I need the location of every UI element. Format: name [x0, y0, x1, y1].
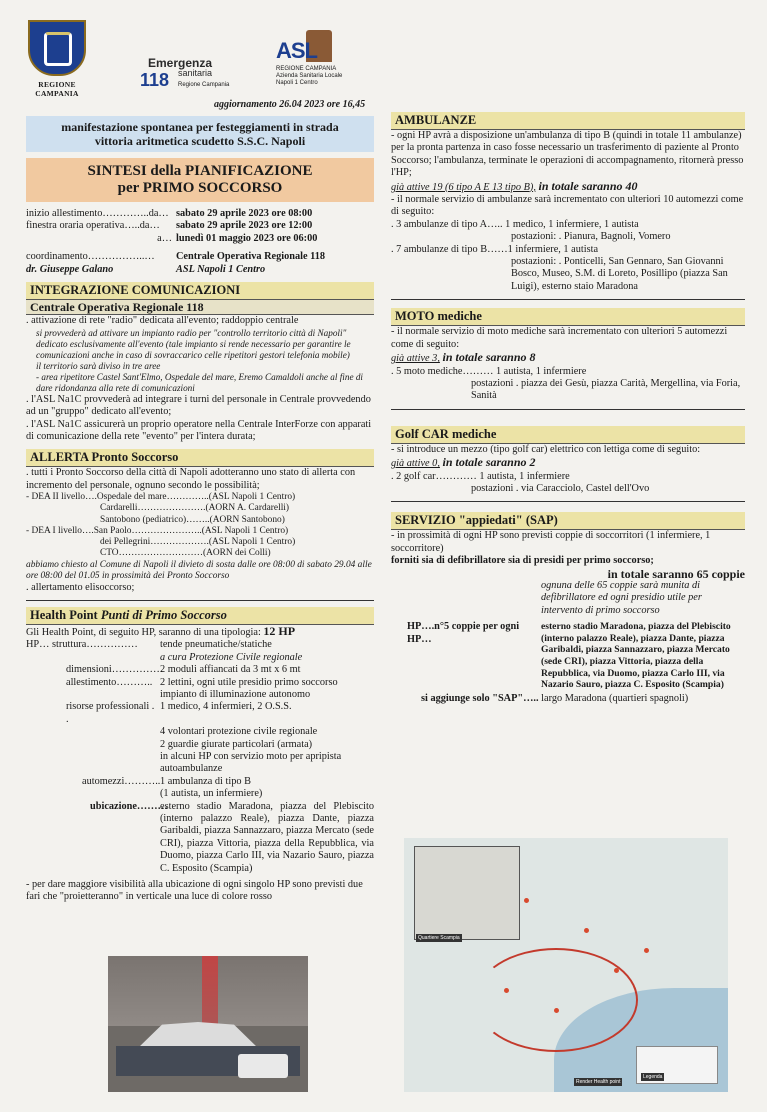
- dea-line: CTO………………………(AORN dei Colli): [100, 548, 271, 559]
- amb-a-pos: postazioni: . Pianura, Bagnoli, Vomero: [511, 231, 671, 243]
- coord-value: Centrale Operativa Regionale 118: [176, 251, 325, 263]
- section-sap: [391, 512, 745, 705]
- hp-val: (1 autista, un infermiere): [160, 788, 263, 800]
- map-marker: [554, 1008, 559, 1013]
- render-label: Render Health point: [576, 1079, 621, 1085]
- hp-key: [26, 739, 156, 751]
- schedule-row: [26, 233, 374, 245]
- city-map-image: [404, 838, 728, 1092]
- divider: [26, 600, 374, 601]
- allerta-intro: . tutti i Pronto Soccorso della città di Napoli adotteranno uno stato di allerta con incremento del personale, ognuno secondo le possibilità;: [26, 467, 356, 491]
- plan-title-line2: per PRIMO SOCCORSO: [117, 180, 283, 196]
- schedule-label: a…: [157, 232, 172, 244]
- divider: [391, 409, 745, 410]
- hp-val: in alcuni HP con servizio moto per apripista autoambulanze: [160, 750, 342, 775]
- dea-line: - DEA I livello….San Paolo…………………..(ASL Napoli 1 Centro): [26, 525, 289, 536]
- ambulance-shape: [238, 1054, 288, 1078]
- hp-key: [26, 726, 156, 738]
- coord-name: dr. Giuseppe Galano: [26, 263, 114, 275]
- regione-logo-label: REGIONE CAMPANIA: [35, 80, 79, 98]
- map-route: [474, 948, 638, 1052]
- schedule-row: [26, 208, 374, 220]
- golf-line: . 2 golf car………… 1 autista, 1 infermiere: [391, 470, 570, 482]
- sap-note: ognuna delle 65 coppie sarà munita di defibrillatore ed ogni presidio utile per intervento di primo soccorso: [541, 579, 702, 616]
- amb-b: . 7 ambulanze di tipo B……1 infermiere, 1 autista: [391, 243, 599, 255]
- hp-key: [26, 788, 156, 800]
- dea-line: Santobono (pediatrico)……..(AORN Santobono): [100, 514, 285, 525]
- integr-line: . l'ASL Na1C provvederà ad integrare i turni del personale in Centrale provvedendo ad un "gruppo" dedicato all'evento;: [26, 393, 371, 418]
- amb-total: in totale saranno 40: [538, 178, 638, 193]
- map-inset: [414, 846, 520, 940]
- hp-details: [26, 639, 374, 875]
- map-legend: [636, 1046, 718, 1084]
- amb-b-pos: postazioni: . Ponticelli, San Gennaro, San Giovanni Bosco, Museo, S.M. di Loreto, Posillipo (piazza San Luigi), esterno staio Maradona: [511, 256, 728, 292]
- sap-bold: forniti sia di defibrillatore sia di presidi per primo soccorso;: [391, 555, 654, 567]
- map-marker: [504, 988, 509, 993]
- coord-row: [26, 251, 374, 263]
- logo-118-line1: Emergenza: [148, 56, 213, 70]
- logo-118-line2: sanitaria: [178, 68, 213, 78]
- schedule-value: lunedì 01 maggio 2023 ore 06:00: [176, 232, 318, 244]
- section-moto: [391, 308, 745, 402]
- hp-val: 2 guardie giurate particolari (armata): [160, 738, 313, 750]
- coord-label: coordinamento……………..…: [26, 251, 155, 263]
- hp-key: [26, 751, 156, 776]
- logo-118-number: 118: [140, 70, 170, 90]
- hp-title-italic: Punti di Primo Soccorso: [100, 607, 227, 622]
- coord-row: [26, 264, 374, 276]
- golf-total: in totale saranno 2: [442, 455, 536, 470]
- integr-line: il territorio sarà diviso in tre aree: [36, 360, 161, 371]
- sap-total: in totale saranno 65 coppie: [607, 566, 745, 581]
- event-title-line1: manifestazione spontanea per festeggiamenti in strada: [61, 120, 339, 134]
- hp-count: 12 HP: [263, 623, 296, 638]
- schedule: [26, 208, 374, 245]
- divider: [391, 501, 745, 502]
- sap-hp-value: esterno stadio Maradona, piazza del Plebiscito (interno palazzo Reale), piazza Dante, piazza Garibaldi, piazza Sannazzaro, piazza Mercato (sede CRI), piazza Vittoria, piazza della Repubblica, via Duomo, piazza Carlo III, via Nazario Sauro, piazza C. Esposito (Scampia): [541, 621, 731, 691]
- integr-line: . l'ASL Na1C assicurerà un proprio operatore nella Centrale InterForze con apparati di comunicazione della rete "evento" per l'intera durata;: [26, 418, 372, 443]
- asl-logo-sub: REGIONE CAMPANIA Azienda Sanitaria Locale Napoli 1 Centro: [276, 66, 343, 86]
- hp-val: 1 ambulanza di tipo B: [160, 775, 251, 787]
- golf-text: - si introduce un mezzo (tipo golf car) elettrico con lettiga come di seguito:: [391, 443, 701, 455]
- sap-add-row: [391, 693, 745, 705]
- left-column: [26, 112, 374, 904]
- golf-pos: postazioni . via Caracciolo, Castel dell'Ovo: [471, 482, 650, 494]
- sap-text: - in prossimità di ogni HP sono previsti coppie di soccorritori (1 infermiere, 1 soccorritore): [391, 530, 711, 554]
- asl-napoli-logo: [276, 30, 356, 90]
- moto-total: in totale saranno 8: [442, 350, 536, 365]
- allerta-title: ALLERTA Pronto Soccorso: [26, 449, 374, 467]
- logo-118-line3: Regione Campania: [178, 82, 230, 88]
- hp-key: ubicazione………: [90, 800, 168, 812]
- hp-val: 2 moduli affiancati da 3 mt x 6 mt: [160, 664, 301, 676]
- hp-key: HP… struttura……………: [26, 639, 138, 651]
- moto-title: MOTO mediche: [391, 308, 745, 326]
- event-title: [26, 116, 374, 152]
- divider: [391, 299, 745, 300]
- dea-line: - DEA II livello….Ospedale del mare…………..(ASL Napoli 1 Centro): [26, 492, 296, 503]
- plan-title: [26, 158, 374, 202]
- integrazione-subtitle: Centrale Operativa Regionale 118: [26, 300, 374, 315]
- update-timestamp: aggiornamento 26.04 2023 ore 16,45: [214, 99, 366, 110]
- right-column: [391, 112, 745, 705]
- allerta-note: abbiamo chiesto al Comune di Napoli il divieto di sosta dalle ore 08:00 di sabato 29.04 alle ore 08:00 del 01.05 in prossimità dei Pronto Soccorso: [26, 559, 372, 581]
- hp-key: automezzi………..: [82, 775, 161, 787]
- sap-add-value: largo Maradona (quartieri spagnoli): [541, 692, 689, 704]
- schedule-row: [26, 220, 374, 232]
- plan-title-line1: SINTESI della PIANIFICAZIONE: [87, 163, 313, 179]
- map-marker: [584, 928, 589, 933]
- integrazione-title: INTEGRAZIONE COMUNICAZIONI: [26, 282, 374, 300]
- moto-text: - il normale servizio di moto mediche sarà incrementato con ulteriori 5 automezzi come di seguito:: [391, 326, 728, 350]
- schedule-label: inizio allestimento…………..da…: [26, 208, 169, 219]
- section-ambulanze: [391, 112, 745, 293]
- integr-line: si provvederà ad attivare un impianto radio per "controllo territorio città di Napoli" dedicato esclusivamente all'evento (tale impianto si rende necessario per garantire le comunicazioni anche in caso di sovraccarico celle ripetitori gestori telefonia mobile): [36, 327, 351, 360]
- coord-org: ASL Napoli 1 Centro: [176, 263, 266, 275]
- sap-title: SERVIZIO "appiedati" (SAP): [391, 512, 745, 530]
- hp-final-note: - per dare maggiore visibilità alla ubicazione di ogni singolo HP sono previsti due fari che "proietteranno" in verticale una luce di colore rosso: [26, 879, 363, 903]
- inset-label: Quartiere Scampia: [418, 935, 460, 941]
- section-integrazione: [26, 282, 374, 443]
- section-health-point: [26, 607, 374, 904]
- moto-active: già attive 3,: [391, 353, 440, 365]
- hp-key: [26, 652, 156, 664]
- hp-key: allestimento………..: [66, 676, 153, 688]
- legend-label: Legenda: [643, 1074, 663, 1080]
- hp-val: a cura Protezione Civile regionale: [160, 651, 303, 663]
- header: [0, 0, 767, 110]
- golf-active: già attive 0,: [391, 458, 440, 470]
- moto-pos: postazioni . piazza dei Gesù, piazza Carità, Mergellina, via Foria, Sanità: [471, 377, 741, 402]
- amb-text-2: - il normale servizio di ambulanze sarà incrementato con ulteriori 10 automezzi come di seguito:: [391, 194, 744, 218]
- hp-intro: Gli Health Point, di seguito HP, saranno di una tipologia:: [26, 626, 261, 638]
- amb-text-1: - ogni HP avrà a disposizione un'ambulanza di tipo B (quindi in totale 11 ambulanze) per la pronta partenza in caso fosse necessario un trasferimento di paziente al Pronto Soccorso; l'ambulanza, terminate le operazioni di accompagnamento, ritornerà presso l'HP;: [391, 130, 744, 179]
- schedule-value: sabato 29 aprile 2023 ore 08:00: [176, 208, 313, 219]
- regione-campania-logo: [22, 20, 92, 96]
- emergenza-118-logo: [140, 56, 230, 94]
- hp-title-main: Health Point: [30, 607, 98, 622]
- hp-key: dimensioni……………: [66, 664, 164, 676]
- hp-val: 1 medico, 4 infermieri, 2 O.S.S.: [160, 701, 292, 713]
- moto-line: . 5 moto mediche……… 1 autista, 1 infermiere: [391, 365, 587, 377]
- ambulanze-title: AMBULANZE: [391, 112, 745, 130]
- amb-active: già attive 19 (6 tipo A E 13 tipo B),: [391, 181, 536, 193]
- hp-val: esterno stadio Maradona, piazza del Plebiscito (interno palazzo Reale), piazza Dante, piazza Garibaldi, piazza Sannazzaro, piazza Mercato (sede CRI), piazza Vittoria, piazza della Repubblica, via Duomo, piazza Carlo III, via Nazario Sauro, piazza C. Esposito (Scampia): [160, 800, 374, 874]
- allerta-eli: . allertamento elisoccorso;: [26, 581, 135, 593]
- amb-a: . 3 ambulanze di tipo A….. 1 medico, 1 infermiere, 1 autista: [391, 218, 639, 230]
- section-golf: [391, 426, 745, 496]
- sap-hp-row: [391, 621, 745, 691]
- sap-add-label: si aggiunge solo "SAP"…..: [421, 692, 539, 704]
- health-point-title: [26, 607, 374, 625]
- hp-val: tende pneumatiche/statiche: [160, 639, 272, 651]
- schedule-value: sabato 29 aprile 2023 ore 12:00: [176, 220, 313, 232]
- integr-line: - area ripetitore Castel Sant'Elmo, Ospedale del mare, Eremo Camaldoli anche al fine di dare ridondanza alla rete di comunicazioni: [36, 371, 363, 393]
- integr-line: . attivazione di rete "radio" dedicata all'evento; raddoppio centrale: [26, 315, 299, 327]
- map-marker: [644, 948, 649, 953]
- section-allerta: [26, 449, 374, 593]
- regione-shield-icon: [28, 20, 86, 76]
- event-title-line2: vittoria aritmetica scudetto S.S.C. Napoli: [94, 134, 306, 148]
- hp-val: 2 lettini, ogni utile presidio primo soccorso impianto di illuminazione autonomo: [160, 676, 338, 700]
- dea-line: dei Pellegrini……………….(ASL Napoli 1 Centro): [100, 537, 296, 548]
- hp-val: 4 volontari protezione civile regionale: [160, 726, 318, 738]
- coordination: [26, 251, 374, 276]
- map-marker: [524, 898, 529, 903]
- dea-line: Cardarelli………………….(AORN A. Cardarelli): [100, 503, 290, 514]
- hp-key: risorse professionali . .: [66, 701, 155, 725]
- schedule-label: finestra oraria operativa…..da…: [26, 220, 160, 232]
- asl-logo-text: ASL: [276, 38, 317, 63]
- sap-hp-label: HP….n°5 coppie per ogni HP…: [407, 621, 520, 645]
- golf-title: Golf CAR mediche: [391, 426, 745, 444]
- health-point-render-image: [108, 956, 308, 1092]
- map-marker: [614, 968, 619, 973]
